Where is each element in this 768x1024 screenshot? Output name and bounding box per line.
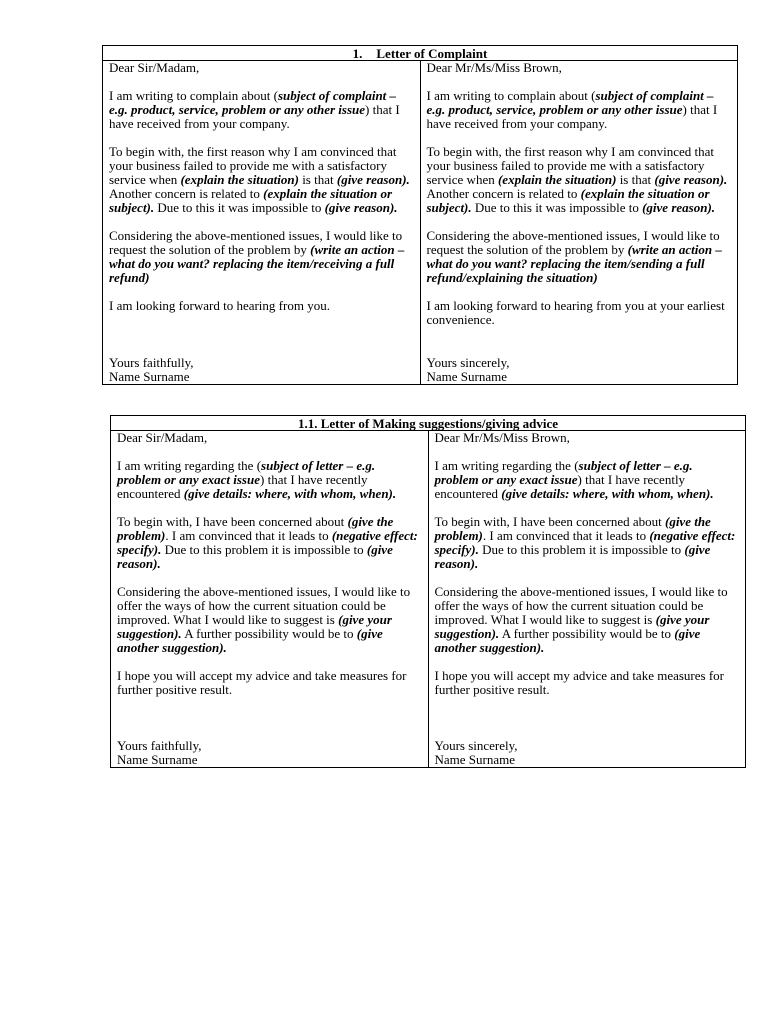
signer-name: Name Surname <box>434 752 516 767</box>
section-number: 1. <box>352 45 363 61</box>
greeting: Dear Mr/Ms/Miss Brown, <box>434 430 570 445</box>
section-title: Letter of Complaint <box>376 45 488 61</box>
sign-off: Yours faithfully, <box>109 355 194 370</box>
suggestion-formal-column <box>111 431 429 768</box>
paragraph-closing: I am looking forward to hearing from you at your earliest convenience. <box>426 298 725 327</box>
suggestion-table-title: 1.1. Letter of Making suggestions/giving advice <box>111 416 746 431</box>
signature-block <box>427 356 510 384</box>
suggestion-named-column <box>428 431 746 768</box>
paragraph-suggestions: Considering the above-mentioned issues, I would like to offer the ways of how the current situation could be improved. What I would like to suggest is (give your suggestion). A further possibility would be to (give another suggestion). <box>117 584 411 655</box>
paragraph-suggestions: Considering the above-mentioned issues, I would like to offer the ways of how the current situation could be improved. What I would like to suggest is (give your suggestion). A further possibility would be to (give another suggestion). <box>434 584 728 655</box>
sign-off: Yours sincerely, <box>434 738 518 753</box>
paragraph-reasons: To begin with, the first reason why I am convinced that your business failed to provide me with a satisfactory service when (explain the situation) is that (give reason). Another concern is related to (explain the situation or subject). Due to this it was impossible to (give reason). <box>109 144 410 215</box>
signer-name: Name Surname <box>117 752 198 767</box>
paragraph-closing: I hope you will accept my advice and take measures for further positive result. <box>117 668 407 697</box>
signer-name: Name Surname <box>426 369 508 384</box>
paragraph-request: Considering the above-mentioned issues, I would like to request the solution of the problem by (write an action – what do you want? replacing the item/sending a full refund/explaining the situation) <box>426 228 722 285</box>
complaint-named-column <box>420 61 738 385</box>
greeting: Dear Sir/Madam, <box>109 60 200 75</box>
complaint-formal-column <box>103 61 421 385</box>
signature-block <box>117 739 202 767</box>
complaint-table-title <box>103 46 738 61</box>
paragraph-intro: I am writing regarding the (subject of letter – e.g. problem or any exact issue) that I have recently encountered (give details: where, with whom, when). <box>434 458 714 501</box>
paragraph-intro: I am writing regarding the (subject of letter – e.g. problem or any exact issue) that I have recently encountered (give details: where, with whom, when). <box>117 458 397 501</box>
suggestion-letter-table <box>110 415 746 768</box>
paragraph-intro: I am writing to complain about (subject of complaint – e.g. product, service, problem or any other issue) that I have received from your company. <box>109 88 400 131</box>
signature-block <box>109 356 194 384</box>
sign-off: Yours faithfully, <box>117 738 202 753</box>
paragraph-intro: I am writing to complain about (subject of complaint – e.g. product, service, problem or any other issue) that I have received from your company. <box>426 88 718 131</box>
complaint-letter-table <box>102 45 738 385</box>
paragraph-closing: I am looking forward to hearing from you. <box>109 298 330 313</box>
paragraph-reasons: To begin with, the first reason why I am convinced that your business failed to provide me with a satisfactory service when (explain the situation) is that (give reason). Another concern is related to (explain the situation or subject). Due to this it was impossible to (give reason). <box>426 144 728 215</box>
greeting: Dear Sir/Madam, <box>117 430 208 445</box>
sign-off: Yours sincerely, <box>426 355 510 370</box>
signer-name: Name Surname <box>109 369 190 384</box>
paragraph-closing: I hope you will accept my advice and take measures for further positive result. <box>434 668 724 697</box>
greeting: Dear Mr/Ms/Miss Brown, <box>426 60 562 75</box>
paragraph-problem: To begin with, I have been concerned about (give the problem). I am convinced that it leads to (negative effect: specify). Due to this problem it is impossible to (give reason). <box>117 514 418 571</box>
paragraph-request: Considering the above-mentioned issues, I would like to request the solution of the problem by (write an action – what do you want? replacing the item/receiving a full refund) <box>109 228 405 285</box>
paragraph-problem: To begin with, I have been concerned about (give the problem). I am convinced that it leads to (negative effect: specify). Due to this problem it is impossible to (give reason). <box>434 514 736 571</box>
signature-block <box>435 739 518 767</box>
